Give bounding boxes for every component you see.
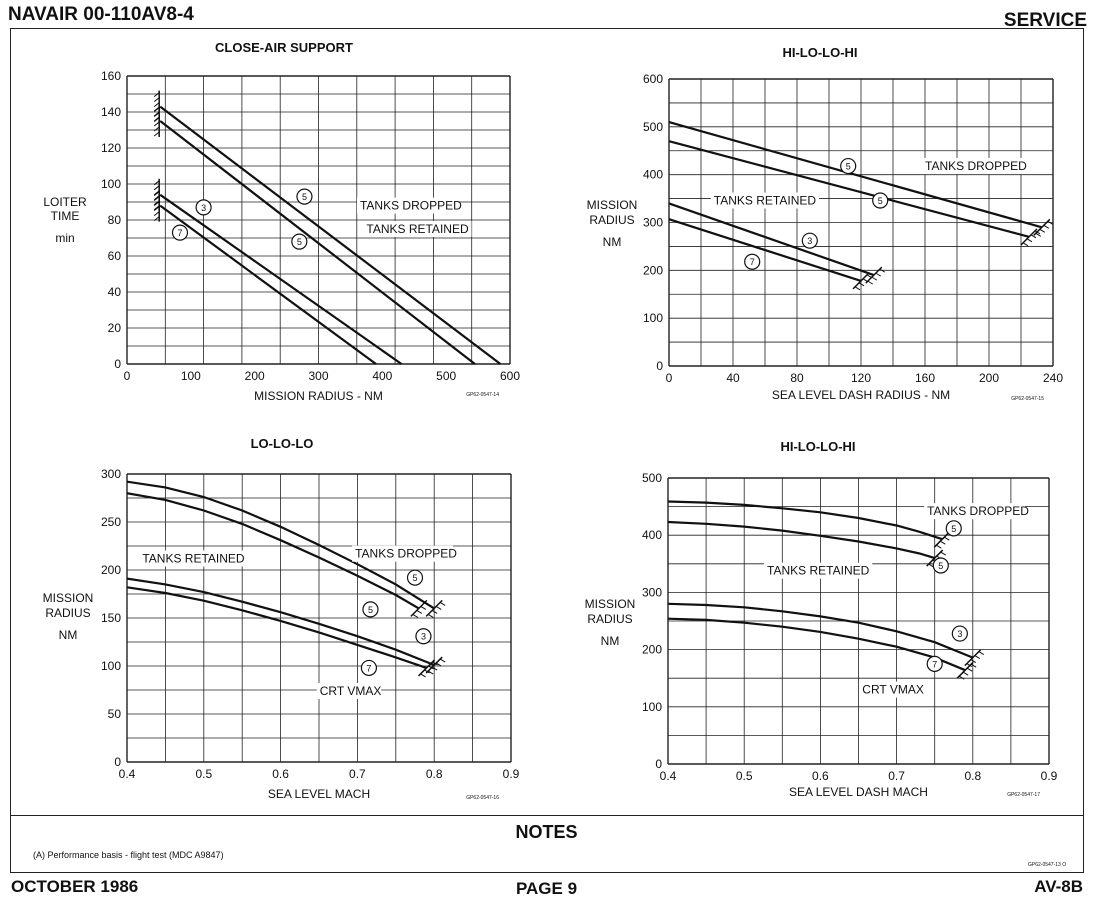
x-tick-label: 500 (436, 369, 457, 383)
y-tick-label: 200 (642, 263, 663, 278)
hatch-tick (1027, 239, 1032, 242)
hatch-tick (440, 659, 445, 662)
hatch-tick (876, 273, 881, 276)
y-axis-label: MISSION (42, 591, 94, 605)
series-marker-label: 3 (201, 202, 207, 213)
y-tick-label: 100 (100, 177, 121, 191)
y-tick-label: 0 (114, 357, 121, 371)
hatch-tick (421, 674, 426, 677)
annotation-label: CRT VMAX (862, 682, 924, 697)
series-marker-label: 7 (366, 663, 372, 674)
hatch-tick (413, 614, 418, 617)
figure-code: GP62-0547-15 (1011, 396, 1044, 402)
x-tick-label: 0.5 (195, 767, 213, 781)
y-tick-label: 120 (100, 141, 121, 155)
y-axis-label: MISSION (584, 597, 636, 611)
notes-figure-code: GP62-0547-13 O (1028, 862, 1067, 868)
document-id: NAVAIR 00-110AV8-4 (8, 4, 194, 25)
hatch-tick (428, 614, 433, 617)
y-tick-label: 140 (100, 105, 121, 119)
x-tick-label: 100 (180, 369, 201, 383)
y-axis-label: NM (58, 628, 78, 642)
hatch-tick (1031, 235, 1036, 238)
hatch-tick (959, 676, 964, 679)
x-tick-label: 0 (665, 371, 673, 385)
hatch-tick (1040, 229, 1045, 232)
limit-hatch (965, 650, 984, 667)
annotation-label: TANKS DROPPED (927, 504, 1029, 519)
x-tick-label: 40 (726, 371, 740, 385)
hatch-tick (872, 277, 877, 280)
annotation-label: CRT VMAX (319, 683, 382, 698)
series-marker-label: 5 (412, 573, 418, 584)
series-marker-label: 3 (420, 631, 426, 642)
x-tick-label: 0.9 (502, 767, 520, 781)
y-tick-label: 100 (100, 659, 121, 673)
hatch-tick (436, 606, 441, 609)
hatch-tick (971, 660, 976, 663)
series-line-3 (669, 203, 874, 275)
x-axis-label: SEA LEVEL DASH MACH (789, 785, 928, 799)
x-tick-label: 0.5 (735, 769, 753, 783)
footer-page: PAGE 9 (515, 879, 578, 898)
y-tick-label: 400 (641, 528, 662, 543)
y-axis-label: NM (602, 235, 622, 249)
y-tick-label: 40 (107, 285, 121, 299)
x-tick-label: 0.6 (272, 767, 289, 781)
hatch-tick (963, 672, 968, 675)
y-tick-label: 0 (655, 757, 662, 771)
series-marker-label: 7 (932, 659, 938, 670)
series-line-4 (668, 619, 965, 671)
hatch-tick (975, 656, 980, 659)
chart-title: LO-LO-LO (250, 436, 314, 451)
chart-3 (43, 436, 520, 801)
x-tick-label: 240 (1042, 371, 1064, 385)
annotation-label: TANKS RETAINED (366, 222, 469, 236)
y-tick-label: 200 (641, 642, 662, 657)
hatch-tick (941, 552, 946, 555)
x-tick-label: 0.7 (888, 769, 905, 783)
figure-code: GP62-0547-14 (466, 392, 499, 398)
hatch-tick (432, 610, 437, 613)
hatch-tick (979, 652, 984, 655)
hatch-tick (855, 287, 860, 290)
y-tick-label: 100 (642, 311, 663, 326)
hatch-tick (863, 279, 868, 282)
annotation-label: TANKS DROPPED (355, 546, 457, 561)
note-item: (A) Performance basis - flight test (MDC A9847) (33, 850, 224, 860)
x-tick-label: 0.8 (425, 767, 443, 781)
hatch-tick (936, 545, 941, 548)
y-tick-label: 300 (642, 215, 663, 230)
x-tick-label: 600 (499, 369, 521, 383)
hatch-tick (859, 283, 864, 286)
annotation-label: TANKS RETAINED (142, 551, 245, 566)
hatch-tick (967, 668, 972, 671)
x-tick-label: 400 (372, 369, 393, 383)
hatch-tick (944, 537, 949, 540)
hatch-tick (421, 606, 426, 609)
x-tick-label: 0 (123, 369, 131, 383)
chart-4 (585, 439, 1058, 799)
y-axis-label: min (55, 231, 75, 245)
y-axis-label: TIME (50, 209, 80, 223)
hatch-tick (417, 610, 422, 613)
figure-code: GP62-0547-17 (1007, 792, 1040, 798)
y-axis-label: MISSION (586, 198, 638, 212)
series-line-4 (127, 587, 427, 668)
y-tick-label: 160 (100, 69, 121, 83)
series-marker-label: 5 (296, 237, 302, 248)
y-tick-label: 400 (642, 167, 663, 182)
hatch-tick (1023, 243, 1028, 246)
series-line-2 (160, 121, 475, 364)
hatch-tick (1044, 225, 1049, 228)
y-tick-label: 300 (100, 467, 121, 481)
annotation-label: TANKS RETAINED (713, 193, 817, 208)
y-tick-label: 150 (100, 611, 121, 625)
y-tick-label: 0 (656, 359, 663, 373)
notes-title: NOTES (515, 822, 578, 842)
y-tick-label: 300 (641, 585, 662, 600)
x-axis-label: MISSION RADIUS - NM (254, 389, 383, 403)
y-tick-label: 0 (114, 755, 121, 769)
x-axis-label: SEA LEVEL MACH (267, 787, 371, 801)
footer-aircraft: AV-8B (1034, 877, 1083, 896)
x-tick-label: 0.7 (349, 767, 366, 781)
chart-title: HI-LO-LO-HI (782, 45, 858, 60)
x-tick-label: 0.9 (1040, 769, 1058, 783)
annotation-label: TANKS RETAINED (767, 563, 870, 578)
x-tick-label: 300 (308, 369, 329, 383)
series-line-4 (160, 206, 376, 364)
x-tick-label: 200 (244, 369, 265, 383)
series-marker-label: 3 (957, 629, 963, 640)
series-line-2 (668, 522, 935, 558)
x-tick-label: 120 (850, 371, 872, 385)
x-tick-label: 0.8 (964, 769, 982, 783)
y-tick-label: 250 (100, 515, 121, 529)
series-marker-label: 5 (951, 523, 957, 534)
hatch-tick (440, 602, 445, 605)
figure-code: GP62-0547-16 (466, 795, 499, 801)
x-tick-label: 80 (790, 371, 804, 385)
series-marker-label: 5 (367, 604, 373, 615)
limit-hatch (154, 190, 159, 222)
series-marker-label: 7 (177, 228, 183, 239)
hatch-tick (971, 664, 976, 667)
annotation-label: TANKS DROPPED (359, 198, 462, 213)
y-axis-label: RADIUS (587, 612, 633, 626)
footer-date: OCTOBER 1986 (11, 877, 139, 896)
series-marker-label: 5 (301, 192, 307, 203)
series-marker-label: 3 (807, 236, 813, 247)
series-marker-label: 7 (749, 257, 755, 268)
x-tick-label: 0.4 (118, 767, 136, 781)
series-marker-label: 5 (877, 195, 883, 206)
y-tick-label: 100 (641, 699, 662, 714)
limit-hatch (1034, 219, 1053, 236)
limit-hatch (426, 600, 445, 617)
y-tick-label: 20 (107, 321, 121, 335)
annotation-label: TANKS DROPPED (925, 159, 1027, 174)
x-tick-label: 0.6 (812, 769, 829, 783)
x-tick-label: 0.4 (659, 769, 677, 783)
y-tick-label: 500 (642, 119, 663, 134)
series-marker-label: 5 (845, 161, 851, 172)
y-axis-label: RADIUS (589, 213, 635, 227)
y-axis-label: RADIUS (45, 606, 91, 620)
x-tick-label: 200 (978, 371, 1000, 385)
y-tick-label: 200 (100, 563, 121, 577)
x-tick-label: 160 (914, 371, 936, 385)
chart-title: CLOSE-AIR SUPPORT (215, 40, 353, 55)
y-axis-label: NM (600, 634, 620, 648)
y-tick-label: 600 (642, 72, 663, 86)
y-tick-label: 50 (107, 707, 121, 721)
y-axis-label: LOITER (43, 195, 87, 209)
hatch-tick (940, 541, 945, 544)
y-tick-label: 60 (107, 249, 121, 263)
section-label: SERVICE (1003, 10, 1087, 31)
chart-1 (43, 40, 520, 403)
series-marker-label: 5 (938, 561, 944, 572)
y-tick-label: 500 (641, 471, 662, 485)
y-tick-label: 80 (107, 213, 121, 227)
chart-title: HI-LO-LO-HI (780, 439, 856, 454)
x-axis-label: SEA LEVEL DASH RADIUS - NM (771, 388, 951, 402)
chart-2 (587, 45, 1064, 402)
hatch-tick (868, 281, 873, 284)
